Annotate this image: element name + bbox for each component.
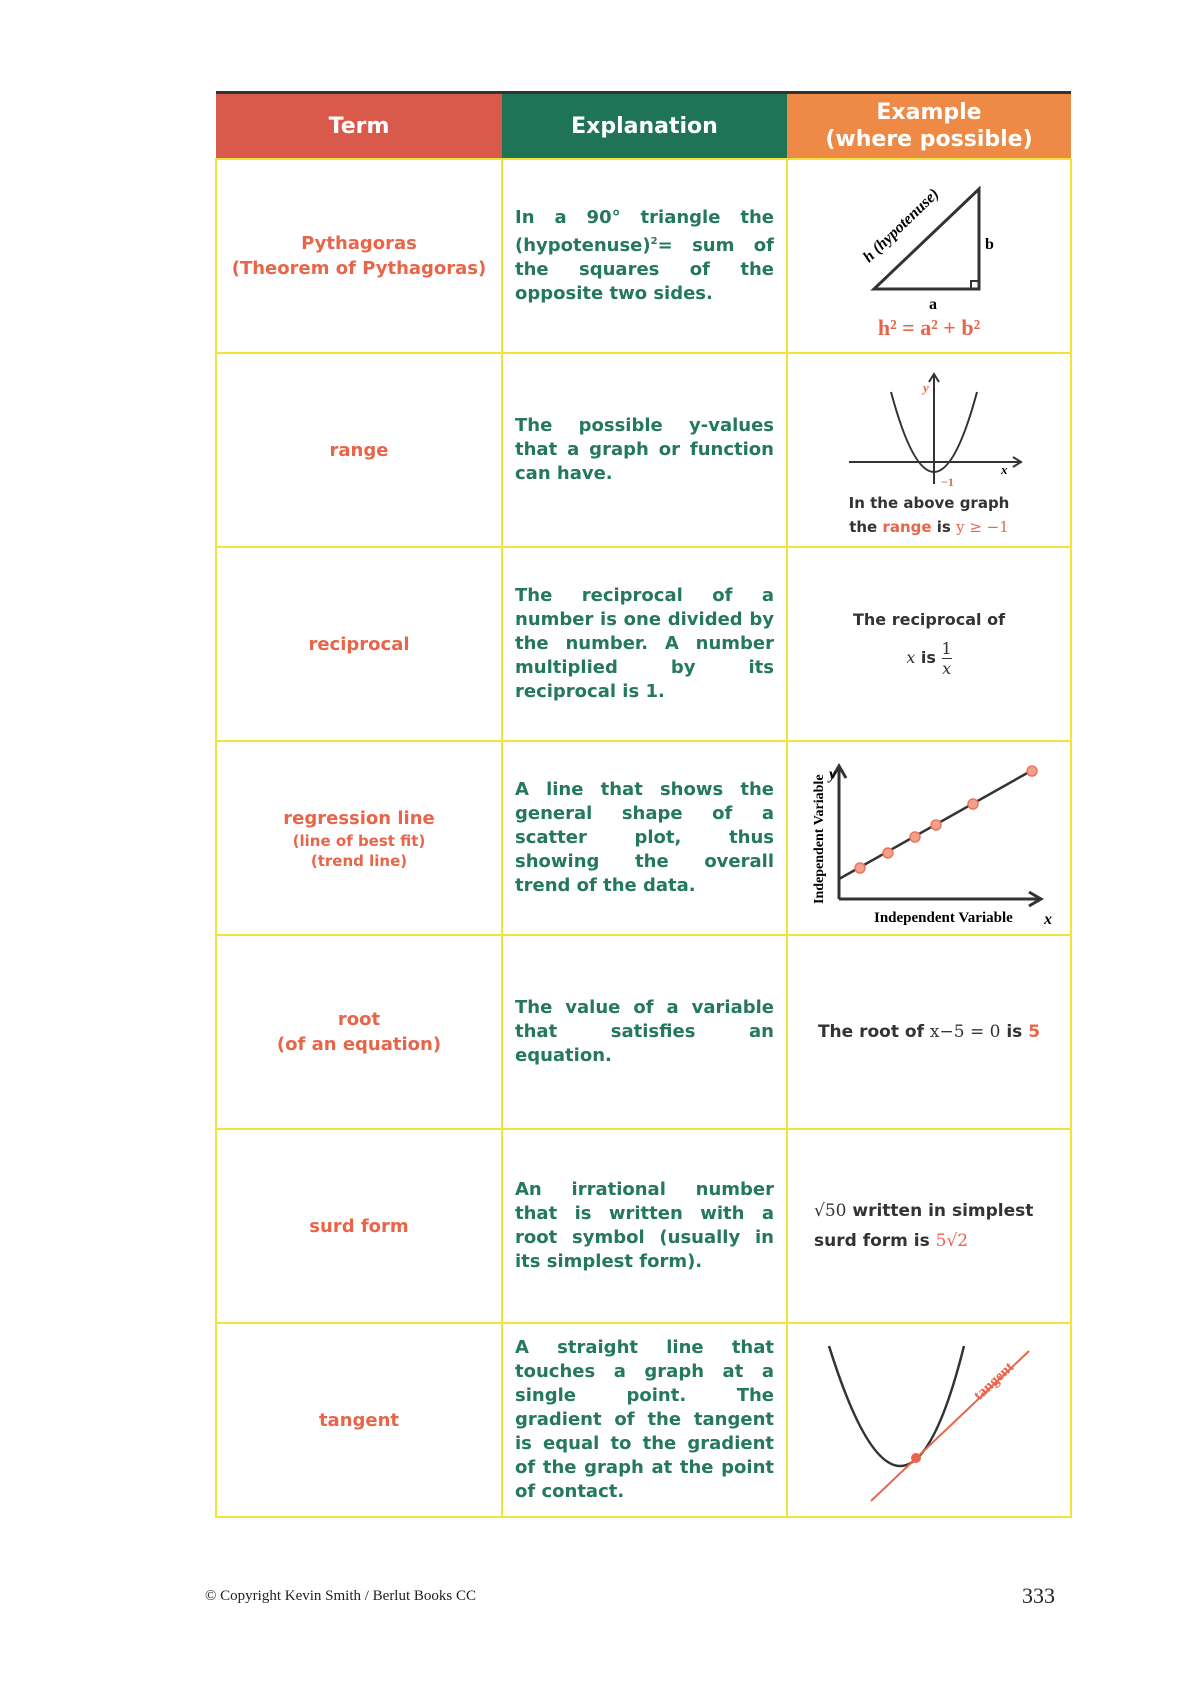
header-explanation: Explanation <box>502 93 787 160</box>
explanation-cell: The possible y-values that a graph or function can have. <box>502 353 787 547</box>
svg-text:y: y <box>923 379 929 395</box>
term-cell: tangent <box>216 1323 502 1517</box>
svg-text:h (hypotenuse): h (hypotenuse) <box>859 185 943 266</box>
svg-text:b: b <box>985 236 994 253</box>
right-triangle-diagram <box>829 169 1029 339</box>
svg-text:x: x <box>1044 910 1052 928</box>
explanation-cell: A line that shows the general shape of a scatter plot, thus showing the overall trend of the data. <box>502 741 787 935</box>
table-row <box>216 159 1071 353</box>
explanation-cell: An irrational number that is written with a root symbol (usually in its simplest form). <box>502 1129 787 1323</box>
example-cell <box>787 159 1071 353</box>
svg-text:a: a <box>929 296 937 313</box>
page-number: 333 <box>1022 1583 1055 1608</box>
scatter-regression-diagram <box>789 744 1069 929</box>
table-row <box>216 1323 1071 1517</box>
svg-text:Independent Variable: Independent Variable <box>874 909 1013 926</box>
explanation-cell: In a 90° triangle the (hypotenuse)$^2$= sum of the squares of the opposite two sides. <box>502 159 787 353</box>
term-cell: range <box>216 353 502 547</box>
table-row <box>216 353 1071 547</box>
table-row <box>216 547 1071 741</box>
example-cell: The reciprocal of x is $\frac{1}{x}$ <box>787 547 1071 741</box>
svg-text:Independent Variable: Independent Variable <box>812 773 827 904</box>
copyright-notice: © Copyright Kevin Smith / Berlut Books CC <box>205 1588 476 1604</box>
tangent-diagram <box>789 1326 1069 1511</box>
svg-text:x: x <box>1001 461 1008 477</box>
example-cell: √50 written in simplest surd form is 5√2 <box>787 1129 1071 1323</box>
svg-text:y: y <box>829 765 837 783</box>
term-cell: surd form <box>216 1129 502 1323</box>
term-cell: Pythagoras (Theorem of Pythagoras) <box>216 159 502 353</box>
explanation-cell: A straight line that touches a graph at a single point. The gradient of the tangent is equal to the gradient of the graph at the point of contact. <box>502 1323 787 1517</box>
explanation-cell: The reciprocal of a number is one divided by the number. A number multiplied by its reciprocal is 1. <box>502 547 787 741</box>
header-term: Term <box>216 93 502 160</box>
table-row <box>216 1129 1071 1323</box>
svg-text:h² = a² + b²: h² = a² + b² <box>877 315 981 339</box>
term-cell: reciprocal <box>216 547 502 741</box>
example-cell: y x −1 In the above graph the range is y ≥ −1 <box>787 353 1071 547</box>
explanation-cell: The value of a variable that satisfies an equation. <box>502 935 787 1129</box>
term-cell: regression line (line of best fit) (trend line) <box>216 741 502 935</box>
example-cell <box>787 741 1071 935</box>
glossary-table <box>215 91 1072 1518</box>
svg-text:−1: −1 <box>941 474 954 487</box>
table-row <box>216 741 1071 935</box>
example-cell <box>787 1323 1071 1517</box>
header-example: Example (where possible) <box>787 93 1071 160</box>
svg-text:tangent: tangent <box>970 1358 1018 1404</box>
table-row <box>216 935 1071 1129</box>
example-cell: The root of x−5 = 0 is 5 <box>787 935 1071 1129</box>
parabola-graph <box>829 362 1029 487</box>
term-cell: root (of an equation) <box>216 935 502 1129</box>
